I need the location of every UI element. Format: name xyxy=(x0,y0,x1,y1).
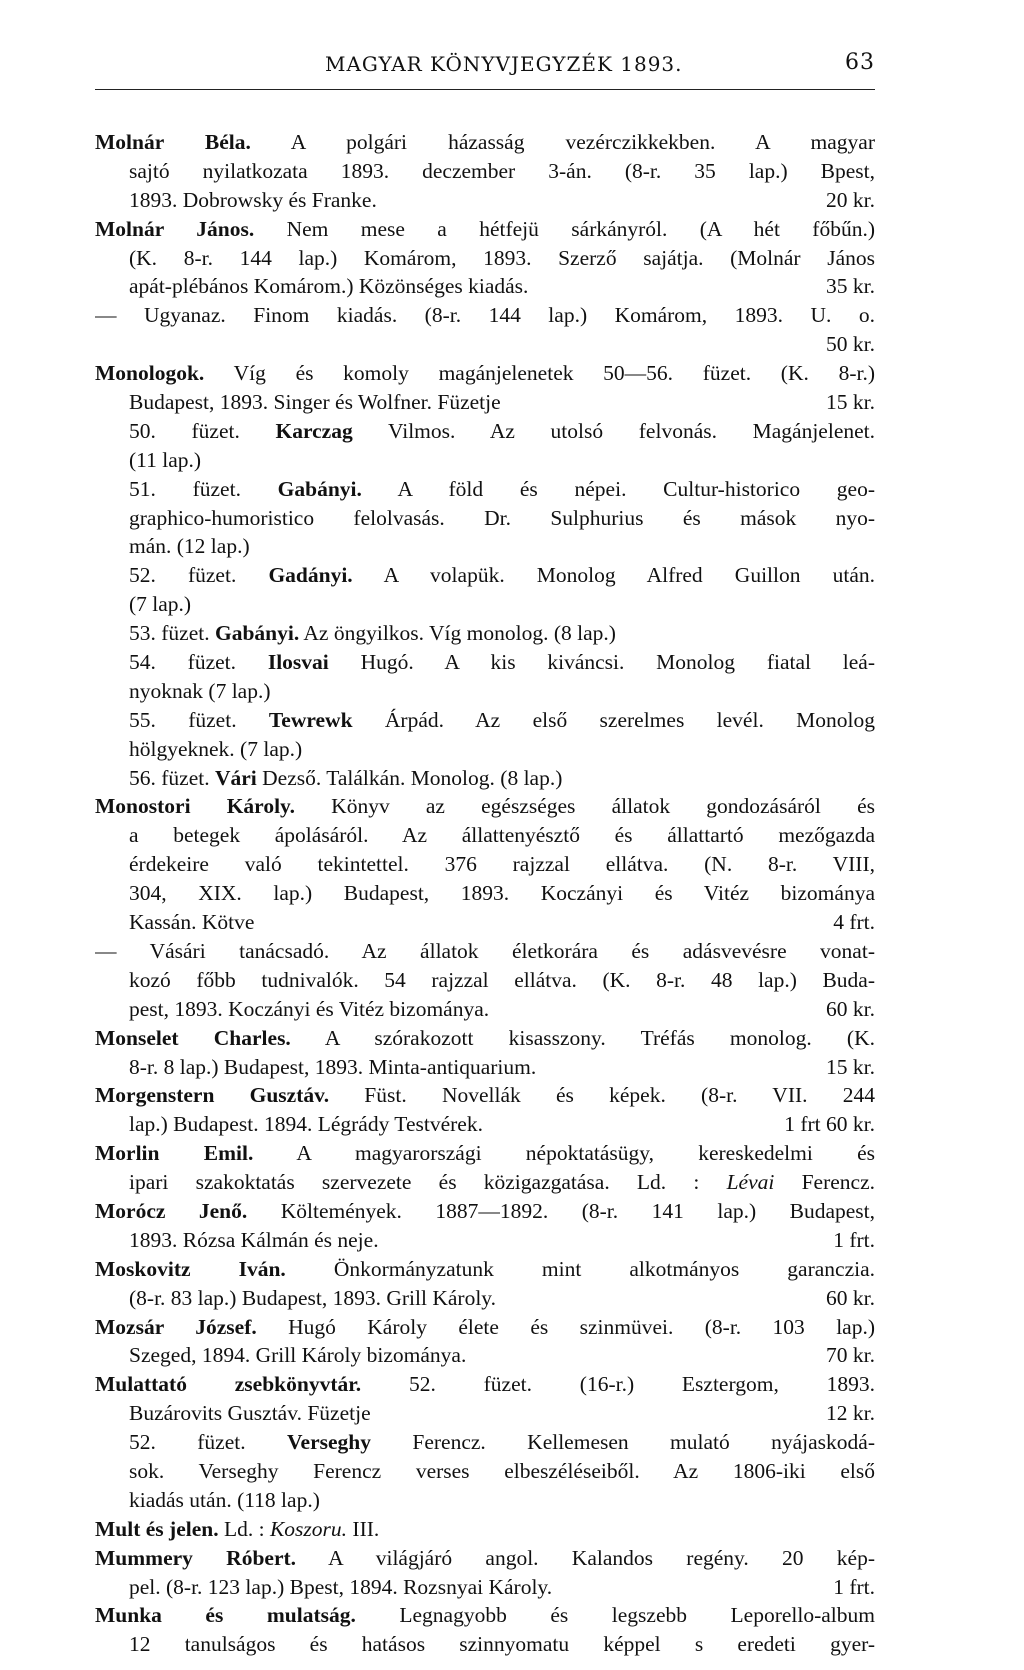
entry-text: 52. füzet. xyxy=(129,1430,287,1455)
price: 1 frt 60 kr. xyxy=(784,1112,875,1137)
entry-line xyxy=(95,706,875,735)
entry-text: A szórakozott kisasszony. Tréfás monolog. (K. xyxy=(290,1025,875,1050)
entry-text: A volapük. Monolog Alfred Guillon után. xyxy=(352,563,875,588)
entry-text: Víg és komoly magánjelenetek 50—56. füzet. (K. 8-r.) xyxy=(204,361,875,386)
entry-heading: Molnár Béla. xyxy=(95,130,251,154)
entry-heading: Mozsár József. xyxy=(95,1314,257,1339)
entry-line xyxy=(95,272,875,301)
entry-heading: Tewrewk xyxy=(268,707,353,732)
entry-line xyxy=(95,937,875,966)
entry-line xyxy=(95,215,875,244)
entry-line xyxy=(95,128,875,157)
entry-text: 55. füzet. xyxy=(129,707,269,732)
header-title: MAGYAR KÖNYVJEGYZÉK 1893. xyxy=(325,52,683,76)
entry-text: kiadás után. (118 lap.) xyxy=(129,1487,320,1512)
entry-line xyxy=(95,966,875,995)
entry-line xyxy=(95,330,875,359)
entry-line xyxy=(95,764,875,793)
entry-text: 50. füzet. xyxy=(129,418,276,443)
entry-text: 304, XIX. lap.) Budapest, 1893. Koczányi és Vitéz bizománya xyxy=(129,881,875,906)
price: 15 kr. xyxy=(826,390,875,415)
entry-text: 53. füzet. xyxy=(129,621,215,646)
entry-text: a betegek ápolásáról. Az állattenyésztő és állattartó mezőgazda xyxy=(129,823,875,848)
entry-text: Legnagyobb és legszebb Leporello-album xyxy=(355,1603,875,1628)
entry-line xyxy=(95,792,875,821)
entry-line xyxy=(95,850,875,879)
entry-heading: Gabányi. xyxy=(214,621,300,646)
entry-line xyxy=(95,1197,875,1226)
entry-text: hölgyeknek. (7 lap.) xyxy=(129,736,303,761)
entry-line xyxy=(95,1168,875,1197)
entry-text: 54. füzet. xyxy=(129,650,268,675)
entry-text: pel. (8-r. 123 lap.) Bpest, 1894. Rozsnyai Károly. xyxy=(129,1574,553,1599)
entry-text: 1893. Rózsa Kálmán és neje. xyxy=(129,1227,379,1252)
price: 4 frt. xyxy=(833,910,875,935)
cross-reference: Koszoru. xyxy=(269,1516,348,1541)
entry-line xyxy=(95,417,875,446)
entry-line xyxy=(95,879,875,908)
entry-text: III. xyxy=(347,1516,380,1541)
cross-reference: Lévai xyxy=(726,1170,775,1195)
entry-text: 1893. Dobrowsky és Franke. xyxy=(129,187,377,212)
entry-line xyxy=(95,1313,875,1342)
entry-text: pest, 1893. Koczányi és Vitéz bizománya. xyxy=(129,996,490,1021)
entry-text: Kassán. Kötve xyxy=(129,910,255,935)
entry-text: A föld és népei. Cultur-historico geo- xyxy=(361,476,875,501)
entry-heading: Munka és mulatság. xyxy=(95,1603,356,1628)
entry-text: A magyarországi népoktatásügy, kereskedelmi és xyxy=(253,1141,875,1166)
entry-heading: Molnár János. xyxy=(95,216,255,241)
entry-text: A polgári házasság vezérczikkekben. A magyar xyxy=(250,130,875,154)
entry-line xyxy=(95,1515,875,1544)
entry-text: (11 lap.) xyxy=(129,447,202,472)
entry-heading: Morlin Emil. xyxy=(95,1141,254,1166)
entry-text: nyoknak (7 lap.) xyxy=(129,678,271,703)
entry-line xyxy=(95,1399,875,1428)
entry-text: Hugó. A kis kiváncsi. Monolog fiatal leá- xyxy=(328,650,875,675)
entry-text: (K. 8-r. 144 lap.) Komárom, 1893. Szerző sajátja. (Molnár János xyxy=(129,245,875,270)
entry-line xyxy=(95,1053,875,1082)
price: 15 kr. xyxy=(826,1054,875,1079)
entry-line xyxy=(95,735,875,764)
entry-line xyxy=(95,301,875,330)
entry-line xyxy=(95,157,875,186)
entry-line xyxy=(95,1544,875,1573)
price: 50 kr. xyxy=(826,332,875,357)
entry-line xyxy=(95,1341,875,1370)
entry-text: Buzárovits Gusztáv. Füzetje xyxy=(129,1401,371,1426)
entry-text: apát-plébános Komárom.) Közönséges kiadás. xyxy=(129,274,529,299)
price: 70 kr. xyxy=(826,1343,875,1368)
entry-text: ipari szakoktatás szervezete és közigazgatása. Ld. : xyxy=(129,1170,727,1195)
entry-heading: Morócz Jenő. xyxy=(95,1198,248,1223)
entry-text: Nem mese a hétfejü sárkányról. (A hét főbűn.) xyxy=(254,216,875,241)
catalog-entries xyxy=(95,128,875,1659)
entry-text: Ferencz. Kellemesen mulató nyájaskodá- xyxy=(371,1430,875,1455)
entry-heading: Ilosvai xyxy=(267,650,329,675)
price: 1 frt. xyxy=(833,1227,875,1252)
entry-text: Füst. Novellák és képek. (8-r. VII. 244 xyxy=(329,1083,875,1108)
entry-heading: Monologok. xyxy=(95,361,205,386)
entry-line xyxy=(95,1370,875,1399)
entry-line xyxy=(95,388,875,417)
entry-heading: Mult és jelen. xyxy=(95,1516,219,1541)
entry-line xyxy=(95,590,875,619)
entry-heading: Moskovitz Iván. xyxy=(95,1256,286,1281)
entry-line xyxy=(95,1255,875,1284)
entry-text: graphico-humoristico felolvasás. Dr. Sulphurius és mások nyo- xyxy=(129,505,875,530)
entry-text: Költemények. 1887—1892. (8-r. 141 lap.) Budapest, xyxy=(247,1198,875,1223)
entry-line xyxy=(95,1139,875,1168)
entry-heading: Vári xyxy=(214,765,257,790)
entry-line xyxy=(95,1110,875,1139)
entry-line xyxy=(95,504,875,533)
entry-line xyxy=(95,1573,875,1602)
entry-line xyxy=(95,532,875,561)
entry-text: Budapest, 1893. Singer és Wolfner. Füzetje xyxy=(129,390,501,415)
entry-text: — Vásári tanácsadó. Az állatok életkorára és adásvevésre vonat- xyxy=(95,938,875,963)
entry-text: érdekeire való tekintettel. 376 rajzzal ellátva. (N. 8-r. VIII, xyxy=(129,852,875,877)
page-number: 63 xyxy=(845,50,875,75)
entry-text: Szeged, 1894. Grill Károly bizománya. xyxy=(129,1343,467,1368)
entry-heading: Gabányi. xyxy=(277,476,362,501)
entry-line xyxy=(95,908,875,937)
entry-line xyxy=(95,619,875,648)
entry-heading: Verseghy xyxy=(286,1430,371,1455)
entry-line xyxy=(95,1024,875,1053)
price: 20 kr. xyxy=(826,187,875,212)
entry-text: lap.) Budapest. 1894. Légrády Testvérek. xyxy=(129,1112,483,1137)
entry-text: Könyv az egészséges állatok gondozásáról és xyxy=(295,794,875,819)
entry-text: (7 lap.) xyxy=(129,592,192,617)
entry-text: A világjáró angol. Kalandos regény. 20 kép- xyxy=(296,1545,875,1570)
entry-text: Vilmos. Az utolsó felvonás. Magánjelenet. xyxy=(352,418,875,443)
entry-line xyxy=(95,1284,875,1313)
entry-heading: Mulattató zsebkönyvtár. xyxy=(95,1372,362,1397)
entry-line xyxy=(95,1428,875,1457)
entry-line xyxy=(95,1457,875,1486)
entry-text: Árpád. Az első szerelmes levél. Monolog xyxy=(352,707,875,732)
entry-text: — Ugyanaz. Finom kiadás. (8-r. 144 lap.) Komárom, 1893. U. o. xyxy=(95,303,875,328)
entry-text: 12 tanulságos és hatásos szinnyomatu képpel s eredeti gyer- xyxy=(129,1632,875,1657)
entry-heading: Monostori Károly. xyxy=(95,794,295,819)
entry-line xyxy=(95,995,875,1024)
entry-line xyxy=(95,561,875,590)
entry-line xyxy=(95,1486,875,1515)
entry-line xyxy=(95,1226,875,1255)
entry-text: kozó főbb tudnivalók. 54 rajzzal ellátva. (K. 8-r. 48 lap.) Buda- xyxy=(129,967,875,992)
entry-heading: Gadányi. xyxy=(268,563,353,588)
entry-heading: Mummery Róbert. xyxy=(95,1545,297,1570)
entry-text: Ferencz. xyxy=(774,1170,875,1195)
entry-line xyxy=(95,1081,875,1110)
entry-heading: Morgenstern Gusztáv. xyxy=(95,1083,330,1108)
entry-text: Hugó Károly élete és szinmüvei. (8-r. 103 lap.) xyxy=(256,1314,875,1339)
entry-text: 8-r. 8 lap.) Budapest, 1893. Minta-antiquarium. xyxy=(129,1054,537,1079)
entry-line xyxy=(95,677,875,706)
entry-line xyxy=(95,475,875,504)
entry-text: Dezső. Találkán. Monolog. (8 lap.) xyxy=(256,765,563,790)
price: 1 frt. xyxy=(833,1574,875,1599)
header-rule xyxy=(95,89,875,90)
entry-heading: Monselet Charles. xyxy=(95,1025,291,1050)
entry-line xyxy=(95,1601,875,1630)
entry-line xyxy=(95,244,875,273)
price: 60 kr. xyxy=(826,1285,875,1310)
entry-line xyxy=(95,648,875,677)
entry-text: Ld. : xyxy=(218,1516,270,1541)
entry-text: sok. Verseghy Ferencz verses elbeszéléseiből. Az 1806-iki első xyxy=(129,1458,875,1483)
price: 12 kr. xyxy=(826,1401,875,1426)
entry-text: 56. füzet. xyxy=(129,765,215,790)
entry-line xyxy=(95,359,875,388)
entry-text: 52. füzet. xyxy=(129,563,269,588)
entry-text: mán. (12 lap.) xyxy=(129,534,250,559)
entry-text: (8-r. 83 lap.) Budapest, 1893. Grill Károly. xyxy=(129,1285,497,1310)
entry-text: 52. füzet. (16-r.) Esztergom, 1893. xyxy=(361,1372,875,1397)
entry-text: Önkormányzatunk mint alkotmányos garanczia. xyxy=(285,1256,875,1281)
entry-heading: Karczag xyxy=(275,418,353,443)
price: 35 kr. xyxy=(826,274,875,299)
entry-text: 51. füzet. xyxy=(129,476,278,501)
entry-line xyxy=(95,186,875,215)
entry-line xyxy=(95,1630,875,1659)
entry-line xyxy=(95,821,875,850)
price: 60 kr. xyxy=(826,996,875,1021)
entry-text: sajtó nyilatkozata 1893. deczember 3-án. (8-r. 35 lap.) Bpest, xyxy=(129,158,875,183)
entry-text: Az öngyilkos. Víg monolog. (8 lap.) xyxy=(299,621,616,646)
entry-line xyxy=(95,446,875,475)
running-header xyxy=(95,42,875,82)
